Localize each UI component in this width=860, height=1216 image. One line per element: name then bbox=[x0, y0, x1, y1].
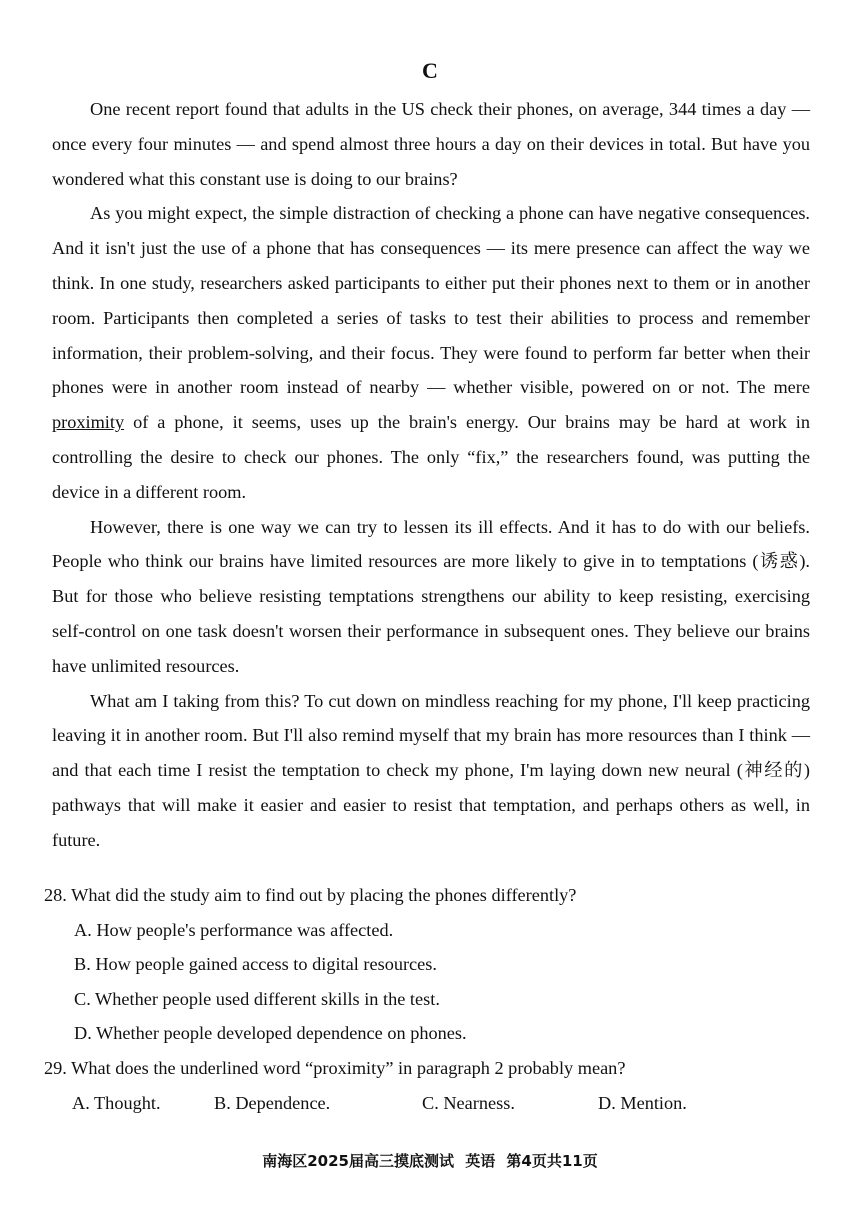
question-stem: 29. What does the underlined word “proximity” in paragraph 2 probably mean? bbox=[44, 1057, 626, 1078]
question-stem: 28. What did the study aim to find out by placing the phones differently? bbox=[44, 885, 577, 905]
section-heading: C bbox=[422, 58, 438, 83]
answer-options bbox=[44, 1086, 814, 1121]
option-d: D. Mention. bbox=[598, 1092, 687, 1113]
option-b: B. Dependence. bbox=[214, 1092, 331, 1113]
page-footer: 南海区2025届高三摸底测试 英语 第4页共11页 bbox=[262, 1152, 598, 1170]
option-a: A. How people's performance was affected. bbox=[74, 919, 394, 940]
paragraph-2-text-after: of a phone, it seems, uses up the brain's energy. Our brains may be hard at work in controlling the desire to check our phones. The only “fix,” the researchers found, was putting the device in a different room. bbox=[52, 412, 810, 502]
option-b: B. How people gained access to digital resources. bbox=[74, 954, 437, 975]
paragraph-4: What am I taking from this? To cut down on mindless reaching for my phone, I'll keep practicing leaving it in another room. But I'll also remind myself that my brain has more resources than I think — and that each time I resist the temptation to check my phone, I'm laying down new neural (神经的) pathways that will make it easier and easier to resist that temptation, and perhaps others as well, in future. bbox=[52, 690, 810, 850]
question-list bbox=[44, 878, 814, 1120]
option-d: D. Whether people developed dependence on phones. bbox=[74, 1023, 467, 1044]
option-c: C. Nearness. bbox=[422, 1092, 515, 1113]
paragraph-2-text-before: As you might expect, the simple distraction of checking a phone can have negative consequences. And it isn't just the use of a phone that has consequences — its mere presence can affect the way we think. In one study, researchers asked participants to either put their phones next to them or in another room. Participants then completed a series of tasks to test their abilities to process and remember information, their problem-solving, and their focus. They were found to perform far better when their phones were in another room instead of nearby — whether visible, powered on or not. The mere bbox=[52, 203, 810, 398]
option-c: C. Whether people used different skills in the test. bbox=[74, 988, 440, 1009]
question-29 bbox=[44, 1051, 814, 1120]
reading-passage bbox=[52, 92, 810, 858]
paragraph-2 bbox=[52, 196, 810, 509]
underlined-word: proximity bbox=[52, 412, 125, 433]
option-a: A. Thought. bbox=[72, 1092, 161, 1113]
question-28 bbox=[44, 878, 814, 1051]
paragraph-1: One recent report found that adults in the US check their phones, on average, 344 times a day — once every four minutes — and spend almost three hours a day on their devices in total. But have you wondered what this constant use is doing to our brains? bbox=[52, 99, 810, 189]
paragraph-3: However, there is one way we can try to lessen its ill effects. And it has to do with our beliefs. People who think our brains have limited resources are more likely to give in to temptations (诱惑). But for those who believe resisting temptations strengthens our ability to keep resisting, exercising self-control on one task doesn't worsen their performance in subsequent ones. They believe our brains have unlimited resources. bbox=[52, 516, 810, 676]
answer-options bbox=[44, 913, 814, 1051]
